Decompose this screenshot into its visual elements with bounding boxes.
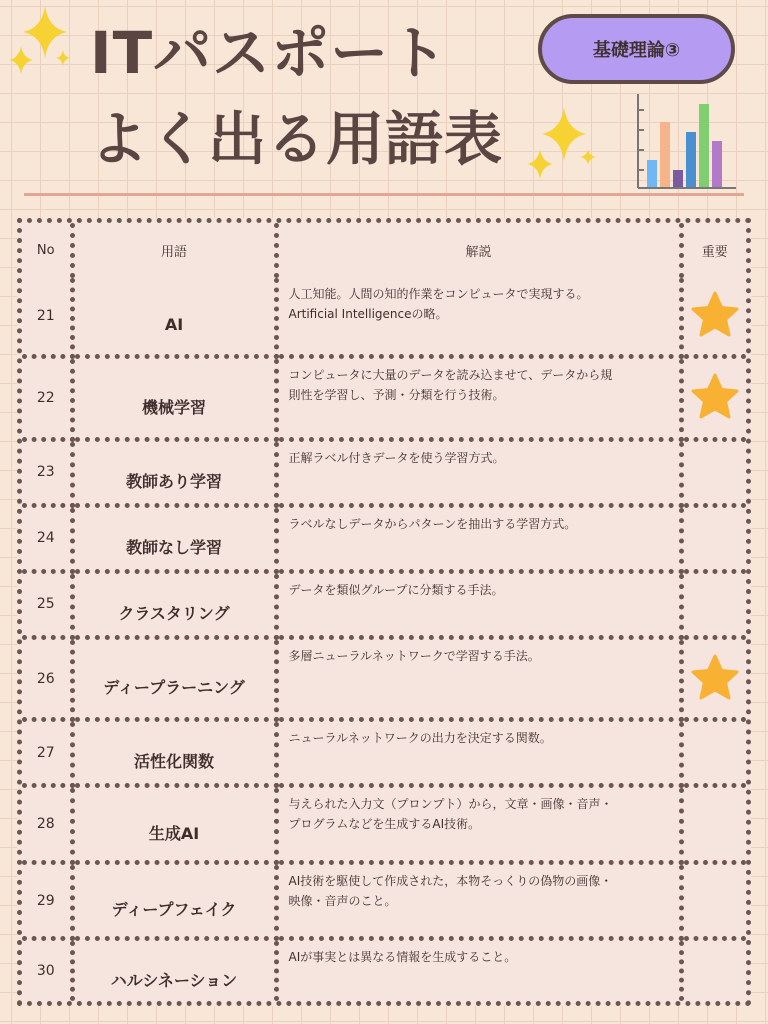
row-term: AI [72, 278, 276, 357]
description-line: 人工知能。人間の知的作業をコンピュータで実現する。 [288, 287, 589, 301]
title-divider [24, 193, 744, 196]
row-term: クラスタリング [72, 571, 276, 637]
row-number: 21 [22, 278, 72, 357]
glossary-table [17, 218, 751, 1006]
row-description [276, 637, 681, 720]
header-term: 用語 [72, 223, 276, 278]
row-number: 30 [22, 939, 72, 1001]
table-row [22, 637, 746, 720]
row-number: 25 [22, 571, 72, 637]
star-icon [691, 291, 739, 337]
row-importance [681, 786, 746, 863]
description-line: 多層ニューラルネットワークで学習する手法。 [288, 648, 540, 663]
star-icon [691, 654, 739, 700]
row-number: 28 [22, 786, 72, 863]
sparkle-icon [3, 2, 73, 77]
table-row [22, 278, 746, 357]
table-header-row [22, 223, 746, 278]
row-description [276, 505, 681, 571]
description-line: ラベルなしデータからパターンを抽出する学習方式。 [288, 516, 577, 531]
row-number: 22 [22, 357, 72, 440]
row-description [276, 439, 681, 505]
row-importance [681, 637, 746, 720]
row-importance [681, 278, 746, 357]
row-term: 活性化関数 [72, 720, 276, 786]
table-row [22, 862, 746, 939]
description-line: AIが事実とは異なる情報を生成すること。 [288, 950, 517, 965]
description-line: プログラムなどを生成するAI技術。 [288, 817, 481, 832]
description-line: ニューラルネットワークの出力を決定する関数。 [288, 731, 552, 746]
description-line: 映像・音声のこと。 [288, 893, 397, 908]
description-line: Artificial Intelligenceの略。 [288, 307, 448, 321]
category-badge: 基礎理論③ [538, 14, 735, 84]
row-number: 26 [22, 637, 72, 720]
table-row [22, 439, 746, 505]
bar-chart-icon [628, 90, 738, 190]
row-term: 教師なし学習 [72, 505, 276, 571]
row-description [276, 720, 681, 786]
header-importance: 重要 [681, 223, 746, 278]
row-number: 27 [22, 720, 72, 786]
description-line: データを類似グループに分類する手法。 [288, 582, 504, 597]
row-number: 29 [22, 862, 72, 939]
table-row [22, 571, 746, 637]
row-importance [681, 439, 746, 505]
sparkle-icon [524, 105, 599, 180]
row-term: 生成AI [72, 786, 276, 863]
header-description: 解説 [276, 223, 681, 278]
row-number: 24 [22, 505, 72, 571]
description-line: コンピュータに大量のデータを読み込ませて、データから規 [288, 368, 613, 383]
row-importance [681, 505, 746, 571]
table-row [22, 505, 746, 571]
description-line: AI技術を駆使して作成された，本物そっくりの偽物の画像・ [288, 873, 613, 888]
row-term: 教師あり学習 [72, 439, 276, 505]
row-description [276, 571, 681, 637]
row-description [276, 786, 681, 863]
table-row [22, 786, 746, 863]
table-row [22, 357, 746, 440]
row-importance [681, 357, 746, 440]
row-number: 23 [22, 439, 72, 505]
row-term: 機械学習 [72, 357, 276, 440]
description-line: 正解ラベル付きデータを使う学習方式。 [288, 450, 505, 465]
row-description [276, 939, 681, 1001]
page-title-line-1: ITパスポート [90, 19, 449, 87]
description-line: 則性を学習し、予測・分類を行う技術。 [288, 388, 505, 403]
row-importance [681, 862, 746, 939]
row-description [276, 862, 681, 939]
header-no: No [22, 223, 72, 278]
description-line: 与えられた入力文（プロンプト）から，文章・画像・音声・ [288, 797, 613, 812]
page-title-line-2: よく出る用語表 [90, 105, 504, 173]
table-row [22, 939, 746, 1001]
row-description [276, 278, 681, 357]
row-importance [681, 571, 746, 637]
row-importance [681, 720, 746, 786]
star-icon [691, 373, 739, 419]
row-description [276, 357, 681, 440]
row-term: ハルシネーション [72, 939, 276, 1001]
row-term: ディープフェイク [72, 862, 276, 939]
table-row [22, 720, 746, 786]
row-term: ディープラーニング [72, 637, 276, 720]
row-importance [681, 939, 746, 1001]
